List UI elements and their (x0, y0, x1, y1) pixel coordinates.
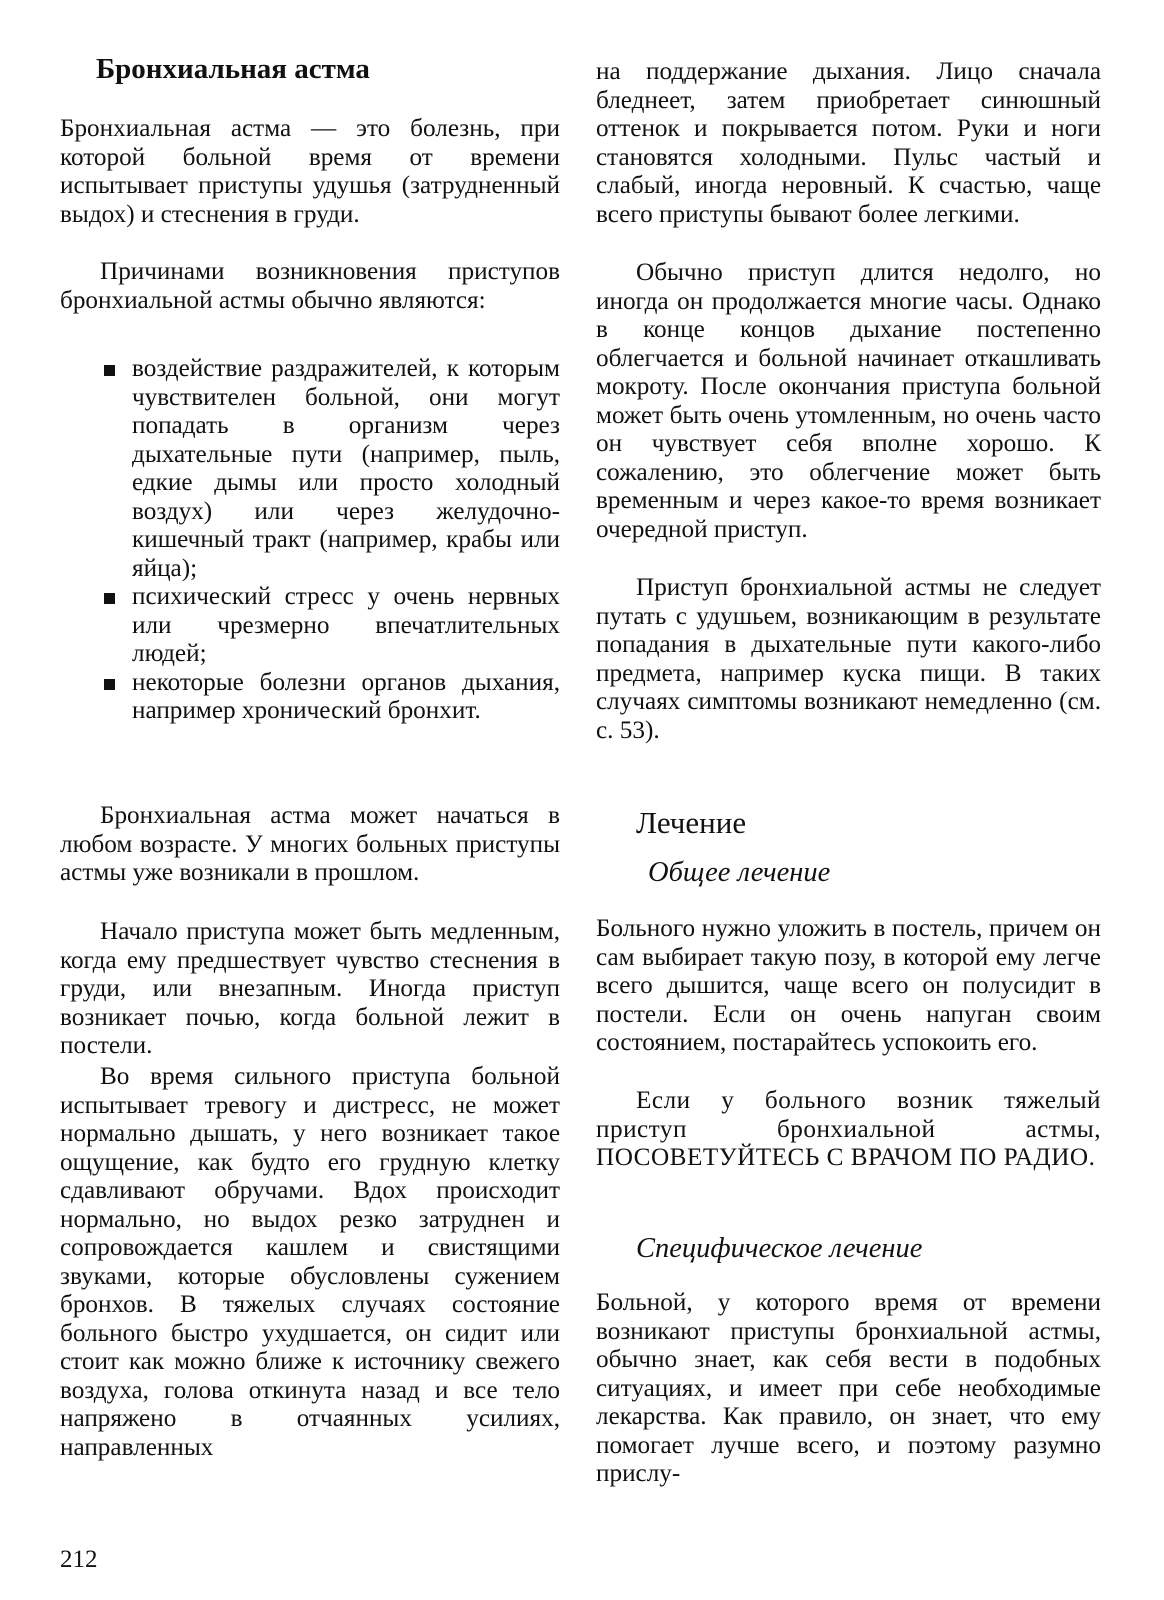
right-paragraph-4: Больного нужно уложить в постель, причем он сам выбирает такую позу, в которой ему легче всего дышится, чаще всего он полусидит в постели. Если он очень напуган своим состоянием, постарайтесь успокоить его. (596, 915, 1101, 1056)
article-title: Бронхиальная астма (96, 53, 370, 85)
causes-list (60, 355, 560, 726)
list-item: воздействие раздражителей, к которым чувствителен больной, они могут попадать в организм через дыхательные пути (например, пыль, едкие дымы или просто холодный воздух) или через желудочно-кишечный тракт (например, крабы или яйца); (60, 355, 560, 583)
bullet-icon (104, 679, 115, 690)
left-paragraph-2: Причинами возникновения приступов бронхиальной астмы обычно являются: (60, 258, 560, 314)
left-paragraph-3: Бронхиальная астма может начаться в любом возрасте. У многих больных приступы астмы уже возникали в прошлом. (60, 802, 560, 886)
bullet-icon (104, 365, 115, 376)
subheading-general-treatment: Общее лечение (648, 857, 831, 888)
right-paragraph-6: Больной, у которого время от времени возникают приступы бронхиальной астмы, обычно знает, как себя вести в подобных ситуациях, и имеет при себе необходимые лекарства. Как правило, он знает, что ему помогает лучше всего, и поэтому разумно прислу- (596, 1289, 1101, 1487)
right-paragraph-1: на поддержание дыхания. Лицо сначала бледнеет, затем приобретает синюшный оттенок и покрывается потом. Руки и ноги становятся холодными. Пульс частый и слабый, иногда неровный. К счастью, чаще всего приступы бывают более легкими. (596, 58, 1101, 228)
bullet-icon (104, 593, 115, 604)
list-item: психический стресс у очень нервных или чрезмерно впечатлительных людей; (60, 583, 560, 669)
page-number: 212 (60, 1546, 98, 1573)
right-paragraph-3: Приступ бронхиальной астмы не следует путать с удушьем, возникающим в результате попадания в дыхательные пути какого-либо предмета, например куска пищи. В таких случаях симптомы возникают немедленно (см. с. 53). (596, 574, 1101, 744)
subheading-specific-treatment: Специфическое лечение (636, 1233, 923, 1264)
left-paragraph-1: Бронхиальная астма — это болезнь, при которой больной время от времени испытывает приступы удушья (затрудненный выдох) и стеснения в груди. (60, 115, 560, 228)
left-paragraph-4: Начало приступа может быть медленным, когда ему предшествует чувство стеснения в груди, или внезапным. Иногда приступ возникает почью, когда больной лежит в постели. (60, 918, 560, 1059)
right-paragraph-5: Если у больного возник тяжелый приступ бронхиальной астмы, ПОСОВЕТУЙТЕСЬ С ВРАЧОМ ПО РАДИО. (596, 1087, 1101, 1171)
section-heading-treatment: Лечение (636, 805, 747, 840)
left-paragraph-5: Во время сильного приступа больной испытывает тревогу и дистресс, не может нормально дышать, у него возникает такое ощущение, как будто его грудную клетку сдавливают обручами. Вдох происходит нормально, но выдох резко затруднен и сопровождается кашлем и свистящими звуками, которые обусловлены сужением бронхов. В тяжелых случаях состояние больного быстро ухудшается, он сидит или стоит как можно ближе к источнику свежего воздуха, голова откинута назад и все тело напряжено в отчаянных усилиях, направленных (60, 1063, 560, 1461)
right-paragraph-2: Обычно приступ длится недолго, но иногда он продолжается многие часы. Однако в конце концов дыхание постепенно облегчается и больной начинает откашливать мокроту. После окончания приступа больной может быть очень утомленным, но очень часто он чувствует себя вполне хорошо. К сожалению, это облегчение может быть временным и через какое-то время возникает очередной приступ. (596, 259, 1101, 543)
list-item: некоторые болезни органов дыхания, например хронический бронхит. (60, 669, 560, 726)
